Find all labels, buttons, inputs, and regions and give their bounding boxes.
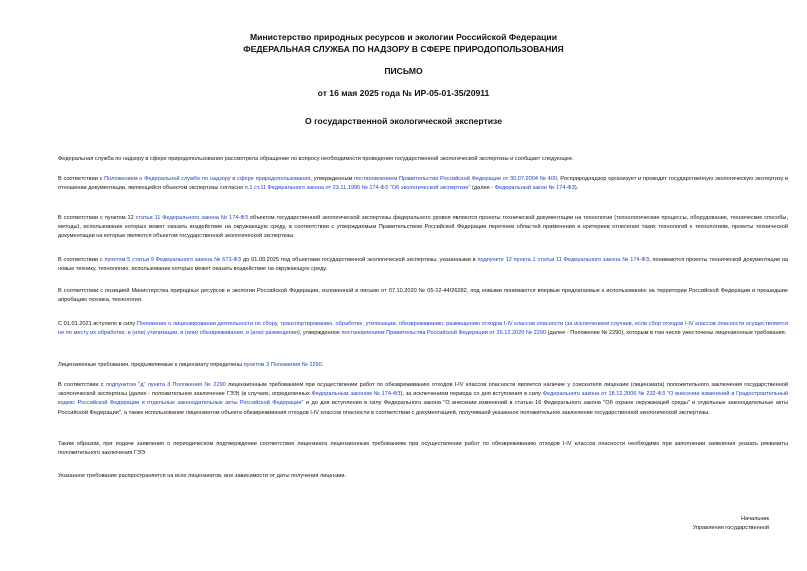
document-link[interactable]: подпунктом "д" пункта 3 Положения № 2290: [105, 382, 226, 388]
paragraph-text: лицензионным требованием при осуществлении работ по обезвреживанию отходов I-IV классов опасности является наличие у соискателя лицензии (лицензиата) положительного заключения государственной экологической экспертизы (далее - положительное заключение ГЭЭ) (в случаях, определенных: [58, 382, 789, 398]
document-link[interactable]: подпункте 12 пункта 1 статьи 11 Федерального закона № 174-ФЗ: [477, 257, 650, 263]
paragraph-text: (далее -: [470, 185, 495, 192]
paragraph-8: [38, 381, 788, 418]
paragraph-1: [38, 155, 788, 164]
paragraph-text: ).: [574, 185, 579, 192]
paragraph-text: С 01.01.2021 вступило в силу: [58, 321, 137, 327]
paragraph-text: В соответствии с: [58, 176, 105, 182]
document-link[interactable]: постановлением Правительства Российской Федерации от 26.12.2020 № 2290: [341, 330, 547, 337]
document-subject: О государственной экологической экспертизе: [305, 116, 502, 126]
paragraph-5: [38, 287, 788, 305]
ministry-title: Министерство природных ресурсов и экологии Российской Федерации: [250, 32, 557, 42]
document-link[interactable]: пунктом 5 статьи 9 Федерального закона № 673-ФЗ: [104, 257, 242, 263]
paragraph-text: Федеральная служба по надзору в сфере природопользования рассмотрела обращение по вопросу необходимости проведения государственной экологической экспертизы и сообщает следующее.: [58, 156, 574, 162]
paragraph-text: до 01.09.2025 под объектами государственной экологической экспертизы, указанными в: [241, 257, 478, 263]
paragraph-text: Указанное требование распространяется на всех лицензиатов, вне зависимости от даты получения лицензии.: [58, 473, 347, 479]
paragraph-text: В соответствии с пунктом 12: [58, 215, 136, 221]
paragraph-7: [38, 361, 788, 370]
paragraph-text: В соответствии с позицией Министерства природных ресурсов и экологии Российской Федерации, изложенной в письме от 07.10.2020 № 05-12-44/26282, под новыми понимаются впервые предлагаемые к использованию на территории Российской Федерации и прошедшие апробацию техника, технология.: [58, 288, 788, 304]
paragraph-text: В соответствии с: [58, 257, 105, 263]
document-type: ПИСЬМО: [384, 66, 423, 76]
paragraph-text: , утвержденное: [299, 330, 342, 337]
service-title: ФЕДЕРАЛЬНАЯ СЛУЖБА ПО НАДЗОРУ В СФЕРЕ ПРИРОДОПОЛЬЗОВАНИЯ: [243, 44, 564, 54]
paragraph-text: ), за исключением периода со дня вступления в силу: [400, 391, 543, 398]
document-link[interactable]: Федеральный закон № 174-ФЗ: [494, 185, 575, 192]
paragraph-4: [38, 256, 788, 274]
paragraph-text: , утвержденным: [310, 176, 355, 182]
paragraph-text: .: [321, 362, 324, 368]
document-link[interactable]: Федерального закона от 18.12.2006 № 232-ФЗ "О внесении изменений в Градостроительный кодекс Российской Федерации и отдельные законодательные акты Российской Федерации": [58, 391, 788, 407]
signature-department: Управления государственной: [692, 525, 769, 532]
paragraph-text: (далее - Положение № 2290), которым в том числе ужесточены лицензионные требования.: [546, 330, 787, 337]
document-date-number: от 16 мая 2025 года № ИР-05-01-35/20911: [317, 88, 490, 98]
paragraph-10: [38, 472, 788, 481]
document-link[interactable]: Федеральным законом № 174-ФЗ: [311, 391, 401, 398]
signature-title: Начальник: [741, 516, 769, 522]
paragraph-text: объектом государственной экологической экспертизы федерального уровня являются проекты технической документации на технологии (технологические процессы, оборудование, технические способы, методы), использование которых может оказать воздействие на окружающую среду, в соответствии с утверждаемым Правительством Российской Федерации перечнем областей применения и критериев отнесения таких технологий к технологиям, проекты технической документации на которые являются объектом государственной экологической экспертизы.: [58, 215, 788, 240]
document-link[interactable]: Положением о Федеральной службе по надзору в сфере природопользования: [104, 176, 311, 182]
document-link[interactable]: пунктом 3 Положения № 2290: [243, 362, 322, 368]
paragraph-9: [38, 440, 788, 458]
paragraph-2: [38, 175, 788, 193]
document-link[interactable]: постановлением Правительства Российской Федерации от 30.07.2004 № 400: [354, 176, 557, 182]
paragraph-text: , понимаются проекты технической документации на новые технику, технологию, использование которых может оказать воздействие на окружающую среду.: [58, 257, 788, 273]
paragraph-text: Лицензионные требования, предъявляемые к лицензиату определены: [58, 362, 244, 368]
paragraph-6: [38, 320, 788, 338]
document-link[interactable]: Положение о лицензировании деятельности по сбору, транспортированию, обработке, утилизации, обезвреживанию, размещению отходов I-IV классов опасности (за исключением случаев, если сбор отходов I-IV классов опасности осуществляется не по месту их обработки, и (или) утилизации, и (или) обезвреживания, и (или) размещения): [58, 321, 788, 337]
document-link[interactable]: статьи 11 Федерального закона № 174-ФЗ: [135, 215, 248, 221]
signature-block: [693, 515, 769, 533]
paragraph-3: [38, 214, 788, 242]
paragraph-text: и до дня вступления в силу Федерального закона "О внесении изменений в статью 16 Федерального закона "Об охране окружающей среды" и отдельные законодательные акты Российской Федерации", а также использование лицензиатом объекта обезвреживания отходов I-IV классов опасности в соответствии с документацией, получившей указанное положительное заключение государственной экологической экспертизы.: [58, 400, 788, 416]
paragraph-text: Таким образом, при подаче заявления о периодическом подтверждении соответствия лицензиата лицензионным требованиям при осуществлении работ по обезвреживанию отходов I-IV классов опасности необходимо при заполнении заявления указать реквизиты положительного заключения ГЭЭ.: [58, 441, 788, 457]
paragraph-text: В соответствии с: [58, 382, 106, 388]
document-link[interactable]: п.1 ст.11 Федерального закона от 23.11.1995 № 174-ФЗ "Об экологической экспертизе": [244, 185, 471, 192]
paragraph-text: , Росприроднадзор организует и проводит государственную экологическую экспертизу в отношении документации, являющейся объектом экспертизы согласно: [58, 176, 788, 192]
